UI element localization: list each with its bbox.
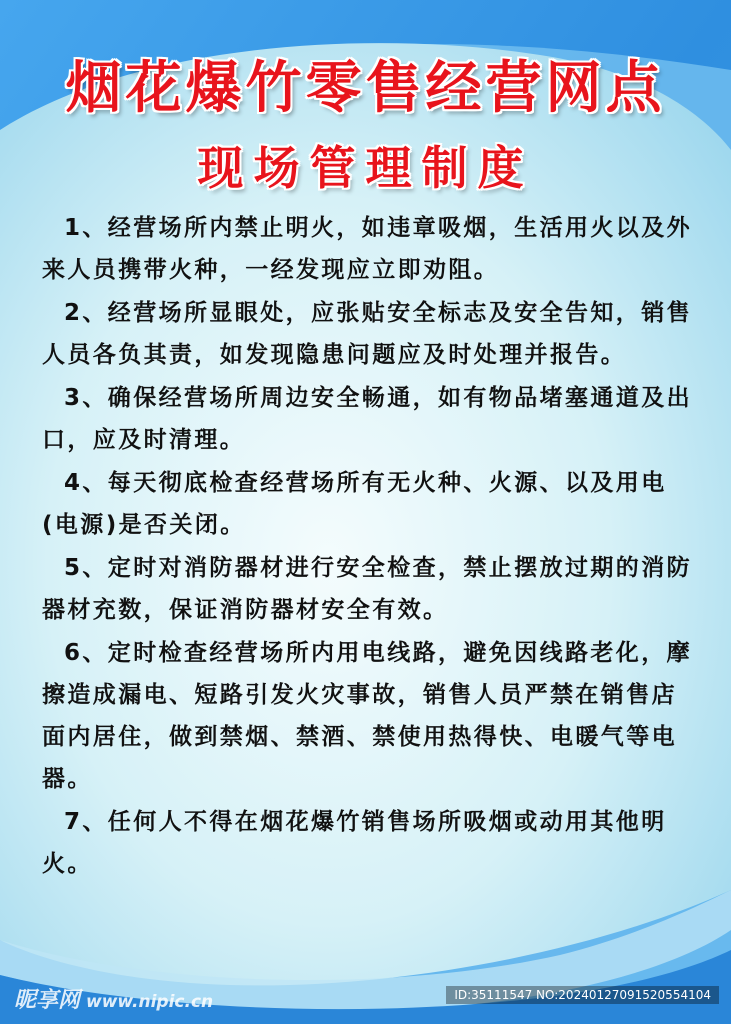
- rules-list: [42, 207, 692, 886]
- watermark-site: www.nipic.cn: [86, 992, 214, 1012]
- poster-title: 烟花爆竹零售经营网点: [65, 56, 666, 121]
- poster-subtitle: 现场管理制度: [197, 141, 534, 195]
- rule-item: 6、定时检查经营场所内用电线路，避免因线路老化，摩擦造成漏电、短路引发火灾事故，销售人员严禁在销售店面内居住，做到禁烟、禁酒、禁使用热得快、电暖气等电器。: [42, 640, 693, 792]
- rule-item: 7、任何人不得在烟花爆竹销售场所吸烟或动用其他明火。: [42, 809, 667, 877]
- rule-item: 4、每天彻底检查经营场所有无火种、火源、以及用电(电源)是否关闭。: [42, 470, 667, 538]
- watermark-logo: [14, 983, 213, 1014]
- rule-item: 1、经营场所内禁止明火，如违章吸烟，生活用火以及外来人员携带火种，一经发现应立即劝阻。: [42, 215, 693, 283]
- rule-item: 3、确保经营场所周边安全畅通，如有物品堵塞通道及出口，应及时清理。: [42, 385, 693, 453]
- watermark-logo-text: 昵享网: [14, 988, 81, 1013]
- rule-item: 5、定时对消防器材进行安全检查，禁止摆放过期的消防器材充数，保证消防器材安全有效。: [42, 555, 693, 623]
- watermark-id: ID:35111547 NO:20240127091520554104: [446, 986, 719, 1004]
- rule-item: 2、经营场所显眼处，应张贴安全标志及安全告知，销售人员各负其责，如发现隐患问题应及时处理并报告。: [42, 300, 693, 368]
